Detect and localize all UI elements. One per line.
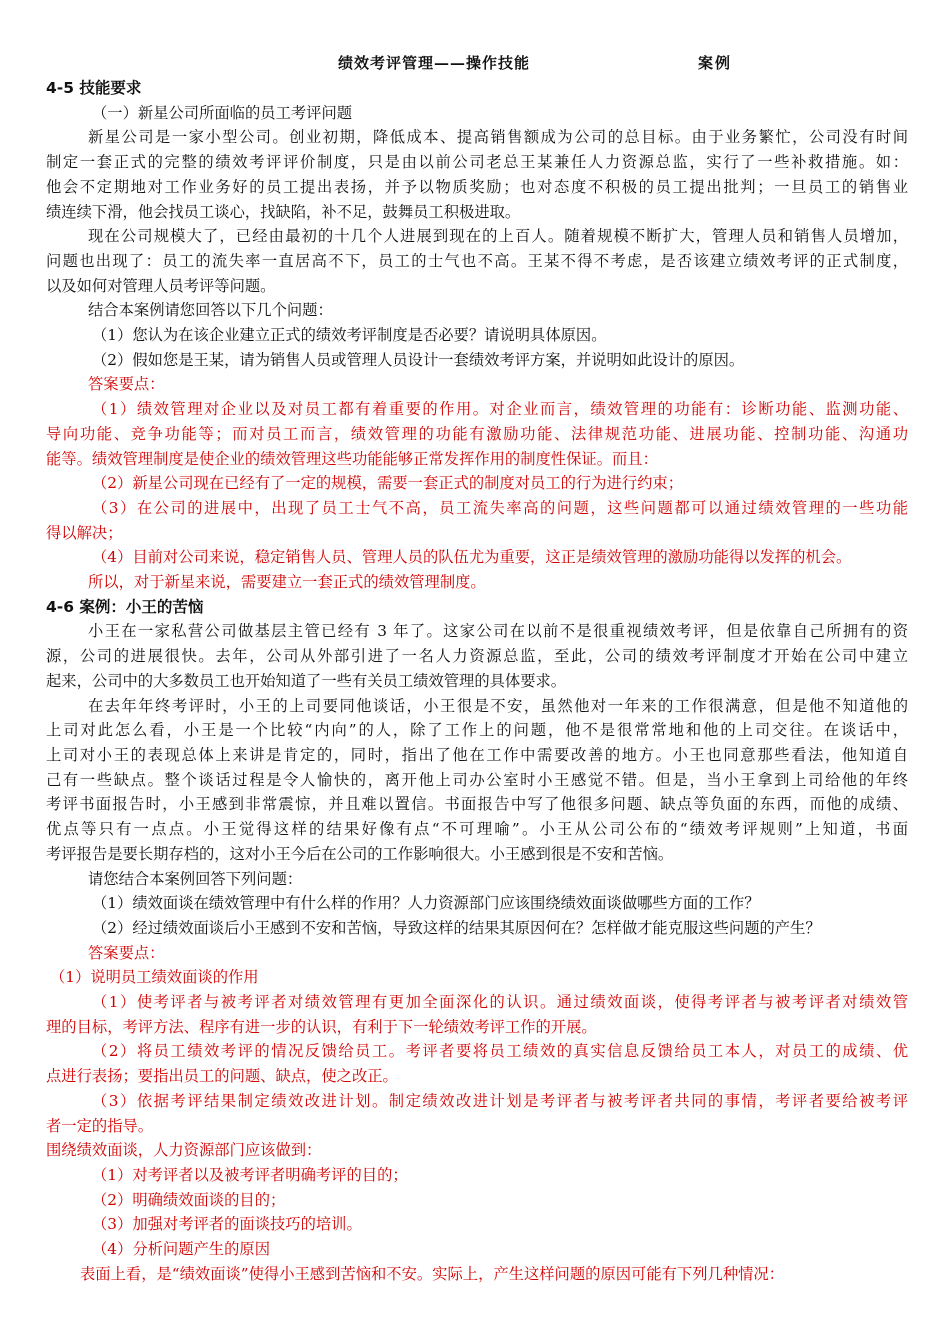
text-line: （4）目前对公司来说，稳定销售人员、管理人员的队伍尤为重要，这正是绩效管理的激励功能得以发挥的机会。: [92, 548, 852, 567]
text-line: （2）将员工绩效考评的情况反馈给员工。考评者要将员工绩效的真实信息反馈给员工本人，对员工的成绩、优: [92, 1042, 908, 1061]
text-line: （2）假如您是王某，请为销售人员或管理人员设计一套绩效考评方案，并说明如此设计的原因。: [92, 350, 745, 369]
text-line: 结合本案例请您回答以下几个问题：: [88, 301, 333, 320]
text-line: 者一定的指导。: [46, 1116, 154, 1135]
document-title: 绩效考评管理——操作技能: [338, 54, 531, 72]
document-body: [46, 76, 908, 1286]
text-line: 围绕绩效面谈，人力资源部门应该做到：: [46, 1141, 322, 1160]
text-line: 上司对此怎么看，小王是一个比较“内向”的人，除了工作上的问题，他不是很常常地和他的上司交往。在谈话中，: [46, 721, 908, 740]
text-line: 能等。绩效管理制度是使企业的绩效管理这些功能能够正常发挥作用的制度性保证。而且：: [46, 449, 658, 468]
text-line: （3）依据考评结果制定绩效改进计划。制定绩效改进计划是考评者与被考评者共同的事情，考评者要给被考评: [92, 1091, 908, 1110]
text-line: 他会不定期地对工作业务好的员工提出表扬，并予以物质奖励；也对态度不积极的员工提出批判；一旦员工的销售业: [46, 177, 908, 196]
text-line: 导向功能、竞争功能等；而对员工而言，绩效管理的功能有激励功能、法律规范功能、进展功能、控制功能、沟通功: [46, 424, 908, 443]
text-line: 理的目标，考评方法、程序有进一步的认识，有利于下一轮绩效考评工作的开展。: [46, 1017, 597, 1036]
text-line: 优点等只有一点点。小王觉得这样的结果好像有点“不可理喻”。小王从公司公布的“绩效考评规则”上知道，书面: [46, 820, 908, 839]
text-line: （3）加强对考评者的面谈技巧的培训。: [92, 1215, 362, 1234]
text-line: 起来，公司中的大多数员工也开始知道了一些有关员工绩效管理的具体要求。: [46, 671, 567, 690]
text-line: 新星公司是一家小型公司。创业初期，降低成本、提高销售额成为公司的总目标。由于业务繁忙，公司没有时间: [88, 128, 908, 147]
text-line: 己有一些缺点。整个谈话过程是令人愉快的，离开他上司办公室时小王感觉不错。但是，当小王拿到上司给他的年终: [46, 770, 908, 789]
section-heading: 4-5 技能要求: [46, 79, 142, 97]
text-line: （3）在公司的进展中，出现了员工士气不高，员工流失率高的问题，这些问题都可以通过绩效管理的一些功能: [92, 498, 908, 517]
text-line: 表面上看，是“绩效面谈”使得小王感到苦恼和不安。实际上，产生这样问题的原因可能有下列几种情况：: [80, 1264, 785, 1283]
text-line: （1）绩效管理对企业以及对员工都有着重要的作用。对企业而言，绩效管理的功能有：诊断功能、监测功能、: [92, 400, 908, 419]
text-line: 所以，对于新星来说，需要建立一套正式的绩效管理制度。: [88, 573, 486, 592]
text-line: 问题也出现了：员工的流失率一直居高不下，员工的士气也不高。王某不得不考虑，是否该建立绩效考评的正式制度，: [46, 251, 908, 270]
text-line: 得以解决；: [46, 523, 123, 542]
text-line: 源，公司的进展很快。去年，公司从外部引进了一名人力资源总监，至此，公司的绩效考评制度才开始在公司中建立: [46, 647, 908, 666]
text-line: 答案要点：: [88, 375, 165, 394]
text-line: 在去年年终考评时，小王的上司要同他谈话，小王很是不安，虽然他对一年来的工作很满意，但是他不知道他的: [88, 696, 908, 715]
text-line: 考评书面报告时，小王感到非常震惊，并且难以置信。书面报告中写了他很多问题、缺点等负面的东西，而他的成绩、: [46, 795, 908, 814]
text-line: 现在公司规模大了，已经由最初的十几个人进展到现在的上百人。随着规模不断扩大，管理人员和销售人员增加，: [88, 227, 908, 246]
text-line: 答案要点：: [88, 943, 165, 962]
text-line: 小王在一家私营公司做基层主管已经有 3 年了。这家公司在以前不是很重视绩效考评，但是依靠自己所拥有的资: [88, 622, 908, 641]
text-line: （2）新星公司现在已经有了一定的规模，需要一套正式的制度对员工的行为进行约束；: [92, 474, 684, 493]
text-line: （1）绩效面谈在绩效管理中有什么样的作用？人力资源部门应该围绕绩效面谈做哪些方面的工作？: [92, 894, 760, 913]
text-line: （2）明确绩效面谈的目的；: [92, 1190, 286, 1209]
document-tag: 案例: [698, 54, 733, 72]
text-line: 点进行表扬；要指出员工的问题、缺点，使之改正。: [46, 1067, 398, 1086]
text-line: （4）分析问题产生的原因: [92, 1240, 270, 1259]
text-line: （1）对考评者以及被考评者明确考评的目的；: [92, 1165, 408, 1184]
text-line: （1）说明员工绩效面谈的作用: [50, 968, 259, 987]
text-line: （1）使考评者与被考评者对绩效管理有更加全面深化的认识。通过绩效面谈，使得考评者与被考评者对绩效管: [92, 993, 908, 1012]
text-line: 以及如何对管理人员考评等问题。: [46, 276, 276, 295]
text-line: 考评报告是要长期存档的，这对小王今后在公司的工作影响很大。小王感到很是不安和苦恼。: [46, 844, 674, 863]
text-line: （1）您认为在该企业建立正式的绩效考评制度是否必要？请说明具体原因。: [92, 326, 607, 345]
text-line: 绩连续下滑，他会找员工谈心，找缺陷，补不足，鼓舞员工积极进取。: [46, 202, 521, 221]
text-line: 制定一套正式的完整的绩效考评评价制度，只是由以前公司老总王某兼任人力资源总监，实行了一些补救措施。如：: [46, 153, 908, 172]
text-line: 请您结合本案例回答下列问题：: [88, 869, 303, 888]
text-line: 上司对小王的表现总体上来讲是肯定的，同时，指出了他在工作中需要改善的地方。小王也同意那些看法，他知道自: [46, 745, 908, 764]
section-heading: 4-6 案例：小王的苦恼: [46, 597, 204, 616]
text-line: （2）经过绩效面谈后小王感到不安和苦恼，导致这样的结果其原因何在？怎样做才能克服这些问题的产生？: [92, 918, 821, 937]
document-header: [0, 52, 950, 74]
text-line: （一）新星公司所面临的员工考评问题: [92, 103, 353, 122]
